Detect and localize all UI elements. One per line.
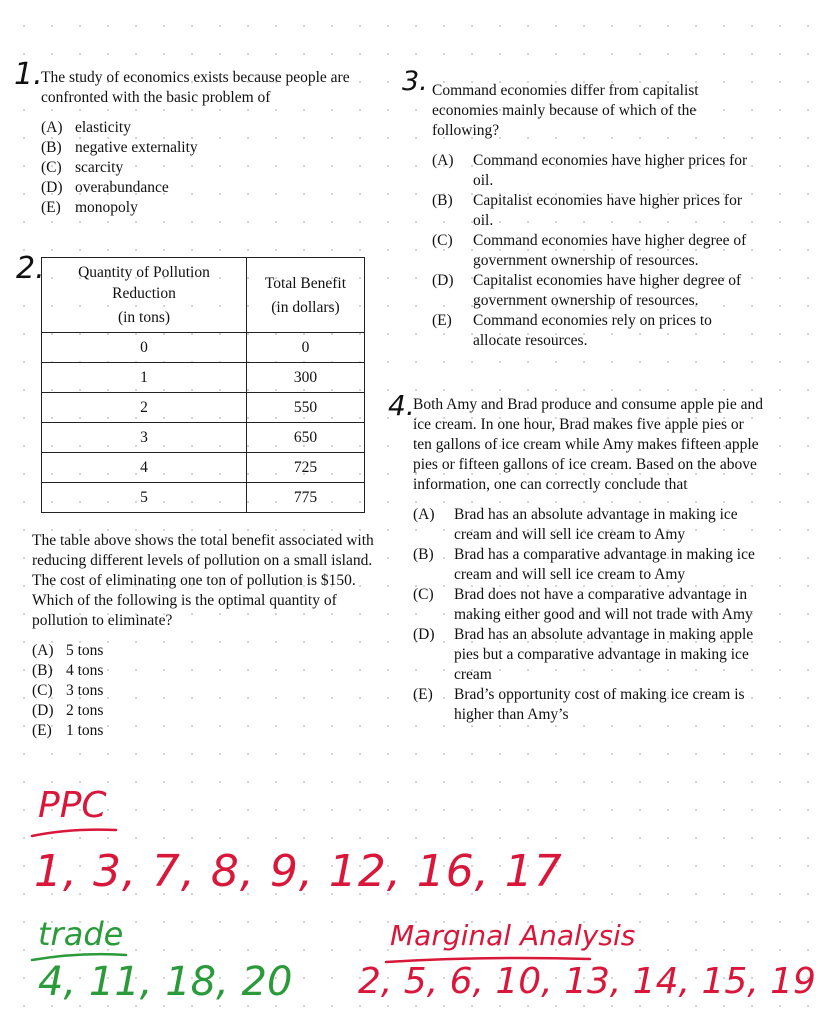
option-2e[interactable]: (E) 1 tons xyxy=(32,722,104,739)
option-2b[interactable]: (B) 4 tons xyxy=(32,662,104,679)
table-header-benefit: Total Benefit (in dollars) xyxy=(246,258,364,333)
ppc-underline xyxy=(30,826,120,840)
table-header-quantity: Quantity of Pollution Reduction (in tons) xyxy=(42,258,247,333)
question-2-text: The table above shows the total benefit associated with reducing different levels of pollution on a small island. The cost of eliminating one ton of pollution is $150. Which of the following is the optimal quantity of pollution to eliminate? xyxy=(32,532,374,629)
option-2c[interactable]: (C) 3 tons xyxy=(32,682,104,699)
question-3-options xyxy=(432,151,762,351)
option-4e[interactable]: (E) Brad’s opportunity cost of making ice cream is higher than Amy’s xyxy=(413,686,745,723)
question-1-text: The study of economics exists because people are confronted with the basic problem of xyxy=(41,69,350,106)
option-4a[interactable]: (A) Brad has an absolute advantage in making ice cream and will sell ice cream to Amy xyxy=(413,506,738,543)
question-1-options xyxy=(41,118,391,218)
option-1e[interactable]: (E) monopoly xyxy=(41,199,138,216)
question-2-options xyxy=(32,641,377,741)
question-4-text: Both Amy and Brad produce and consume apple pie and ice cream. In one hour, Brad makes five apple pies or ten gallons of ice cream while Amy makes fifteen apple pies or fifteen gallons of ice cream. Based on the above information, one can correctly conclude that xyxy=(413,396,763,493)
table-row: 4 725 xyxy=(42,453,365,483)
option-4b[interactable]: (B) Brad has a comparative advantage in making ice cream and will sell ice cream to Amy xyxy=(413,546,755,583)
question-1 xyxy=(41,68,391,218)
option-1c[interactable]: (C) scarcity xyxy=(41,159,124,176)
table-row: 1 300 xyxy=(42,363,365,393)
question-4 xyxy=(413,395,765,725)
trade-label: trade xyxy=(38,915,124,953)
question-number-2: 2. xyxy=(16,251,45,286)
option-3c[interactable]: (C) Command economies have higher degree of government ownership of resources. xyxy=(432,232,747,269)
trade-question-list: 4, 11, 18, 20 xyxy=(38,959,293,1005)
ppc-question-list: 1, 3, 7, 8, 9, 12, 16, 17 xyxy=(34,846,563,897)
marginal-analysis-question-list: 2, 5, 6, 10, 13, 14, 15, 19 xyxy=(358,961,816,1002)
question-number-3: 3. xyxy=(402,66,428,97)
table-row: 0 0 xyxy=(42,333,365,363)
option-3a[interactable]: (A) Command economies have higher prices for oil. xyxy=(432,152,748,189)
table-row: 2 550 xyxy=(42,393,365,423)
marginal-analysis-label: Marginal Analysis xyxy=(390,919,636,952)
ppc-label: PPC xyxy=(38,785,107,826)
question-4-options xyxy=(413,505,765,725)
question-number-1: 1. xyxy=(14,57,43,92)
table-header-row xyxy=(42,258,365,333)
option-4d[interactable]: (D) Brad has an absolute advantage in making apple pies but a comparative advantage in making ice cream xyxy=(413,626,754,683)
question-2 xyxy=(32,531,377,741)
question-3 xyxy=(432,81,762,351)
table-row: 5 775 xyxy=(42,483,365,513)
pollution-table xyxy=(41,257,365,513)
option-1a[interactable]: (A) elasticity xyxy=(41,119,131,136)
question-3-text: Command economies differ from capitalist economies mainly because of which of the following? xyxy=(432,82,699,139)
option-1b[interactable]: (B) negative externality xyxy=(41,139,198,156)
option-3b[interactable]: (B) Capitalist economies have higher prices for oil. xyxy=(432,192,743,229)
question-number-4: 4. xyxy=(388,389,415,422)
option-2a[interactable]: (A) 5 tons xyxy=(32,642,104,659)
option-1d[interactable]: (D) overabundance xyxy=(41,179,169,196)
table-row: 3 650 xyxy=(42,423,365,453)
option-4c[interactable]: (C) Brad does not have a comparative advantage in making either good and will not trade with Amy xyxy=(413,586,753,623)
option-3e[interactable]: (E) Command economies rely on prices to allocate resources. xyxy=(432,312,712,349)
option-2d[interactable]: (D) 2 tons xyxy=(32,702,104,719)
option-3d[interactable]: (D) Capitalist economies have higher degree of government ownership of resources. xyxy=(432,272,742,309)
